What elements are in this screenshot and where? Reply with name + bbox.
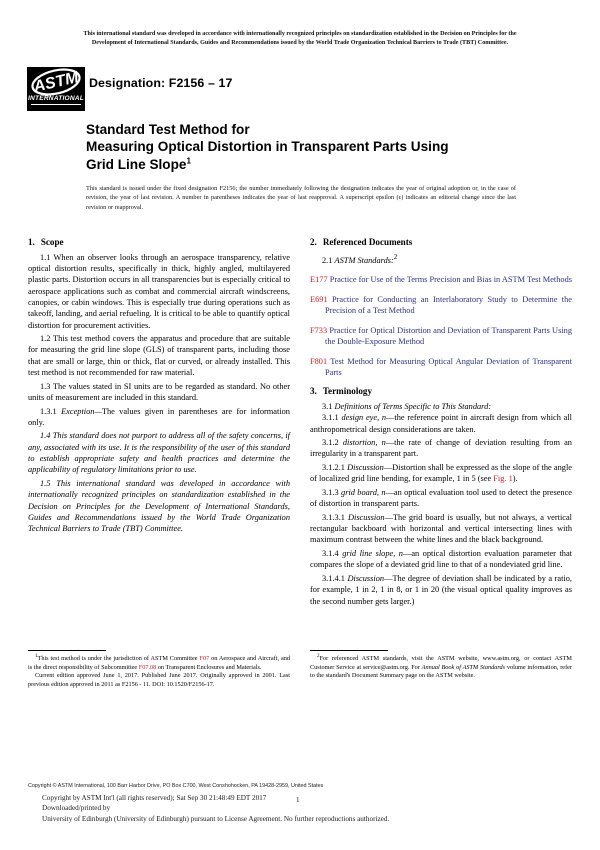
terminology-entry-3-1-3 [310,487,572,510]
license-line-2: Downloaded/printed by [42,804,111,813]
footnote-text-pre: This test method is under the jurisdiction of ASTM Committee [37,655,200,662]
subcommittee-link-f0708[interactable]: F07.08 [138,663,157,671]
subheading-text: ASTM Standards: [334,255,394,265]
paragraph-number: 1.3.1 [40,406,62,416]
paragraph-text: This international standard was developed in accordance with internationally recognized principles on standardization established in the Decision on Principles for the Development of International Standards, Guides and Recommendations issued by the World Trade Organization Technical Barriers to Trade (TBT) Committee. [28,478,290,534]
section-heading-terminology [310,385,572,397]
scope-paragraph-1-3-1 [28,406,290,429]
terminology-entry-3-1-4-1 [310,573,572,607]
designation-label: Designation: F2156 – 17 [89,76,233,90]
terminology-entry-3-1-2 [310,437,572,460]
standard-code[interactable]: E691 [310,294,333,304]
terminology-subheading [310,401,572,412]
footnote-italic-title: Annual Book of ASTM Standards [421,663,506,671]
license-block [42,793,562,824]
scope-paragraph-1-1 [28,252,290,331]
paragraph-number: 1.3 [40,381,53,391]
entry-number: 3.1.4 [322,548,343,558]
paragraph-text: The values stated in SI units are to be regarded as standard. No other units of measurement are included in this standard. [28,381,290,402]
entry-term: Discussion [347,573,385,583]
section-title: Scope [40,237,64,247]
page-title [86,121,526,173]
entry-definition: —Distortion shall be expressed as the slope of the angle of localized grid line bending, for example, 1 in 5 (see [310,463,572,484]
paragraph-text: When an observer looks through an aerospace transparency, relative optical distortion results, specifically in thick, highly angled, multilayered plastic parts. Distortion occurs in all transparencies but is especially critical to aerospace applications such as combat and commercial aircraft windscreens, canopies, or cabin windows. This is especially true during operations such as takeoff, landing, and aerial refueling. It is critical to be able to quantify optical distortion for procurement activities. [28,252,290,330]
entry-term: Discussion [347,512,385,522]
referenced-standard-f801[interactable] [310,356,572,379]
astm-logo [27,67,85,111]
footnote-marker: 1 [35,653,38,659]
footnote-left-para-2: Current edition approved June 1, 2017. Published June 2017. Originally approved in 2001. Last previous edition approved in 2011 as F2156 - 11. DOI: 10.1520/F2156-17. [28,672,290,688]
astm-logo-swoosh-icon [30,68,82,96]
footnote-text-pre: For referenced ASTM standards, visit the ASTM website, www.astm.org, or contact ASTM Customer Service at service@astm.org. For [310,655,572,671]
referenced-standard-e177[interactable] [310,274,572,285]
page-number: 1 [296,796,300,804]
title-line-2: Measuring Optical Distortion in Transparent Parts Using [86,139,449,155]
entry-definition: —The grid board is usually, but not always, a vertical rectangular backboard with horizontal and vertical intersecting lines with maximum contrast between the white lines and the black background. [310,512,572,545]
entry-term: Discussion [347,463,384,472]
entry-number: 3.1.3 [322,487,342,497]
footnote-rule [310,650,388,651]
standard-title[interactable]: Practice for Use of the Terms Precision and Bias in ASTM Test Methods [329,274,573,284]
referenced-standards-list [310,274,572,378]
footnote-text-mid: on Aerospace and Aircraft, and is the direct responsibility of Subcommittee [28,655,291,671]
section-number: 2. [310,237,317,247]
entry-definition-tail: ). [512,474,518,484]
section-spacer [310,378,572,385]
paragraph-text: This test method covers the apparatus and procedure that are suitable for measuring the grid line slope (GLS) of transparent parts, including those that are small or large, thin or thick, flat or curved, or already installed. This test method is not recommended for raw material. [28,334,290,378]
entry-number: 3.1.3.1 [322,512,348,522]
referenced-standard-f733[interactable] [310,325,572,348]
issue-statement: This standard is issued under the fixed designation F2156; the number immediately following the designation indicates the year of original adoption or, in the case of revision, the year of last revision. A number in parentheses indicates the year of last reapproval. A superscript epsilon (ε) indicates an editorial change since the last revision or reapproval. [86,185,516,211]
paragraph-number: 1.5 [40,478,57,488]
entry-definition: —an optical evaluation tool used to detect the presence of distortion in transparent parts. [310,487,572,509]
footnote-marker: 2 [317,653,320,659]
entry-term: grid board, n [341,487,386,497]
footnote-text-post: on Transparent Enclosures and Materials. [156,663,262,671]
footnote-right-para [310,655,572,681]
tbt-note-line-1: This international standard was developed in accordance with internationally recognized principles on standardization established in the Decision on Principles for the [83,31,517,37]
standard-title[interactable]: Practice for Optical Distortion and Deviation of Transparent Parts Using the Double-Exposure Method [325,325,572,347]
standard-code[interactable]: E177 [310,274,330,284]
paragraph-number: 1.2 [40,334,54,344]
section-number: 3. [310,386,317,397]
section-heading-referenced-documents [310,236,572,248]
svg-text:ASTM: ASTM [32,69,81,96]
scope-paragraph-1-5 [28,478,290,535]
title-line-1: Standard Test Method for [86,122,250,137]
astm-logo-subtext: INTERNATIONAL [28,95,84,102]
footnote-right [310,650,572,681]
terminology-entry-list [310,412,572,607]
astm-standards-subheading [310,252,572,266]
paragraph-number: 1.4 [40,431,53,441]
footnote-left [28,650,290,689]
subheading-footnote-marker: 2 [393,252,398,261]
scope-paragraph-1-3 [28,381,290,404]
terminology-entry-3-1-1 [310,412,572,435]
entry-definition: —the reference point in aircraft design from which all anthropometrical design considerations are taken. [310,413,573,434]
title-line-3-text: Grid Line Slope [86,156,187,172]
section-title: Terminology [322,386,373,397]
terminology-entry-3-1-3-1 [310,512,572,546]
right-column [310,236,572,607]
entry-definition: —an optical distortion evaluation parameter that compares the slope of a deviated grid line to that of a nondeviated grid line. [310,548,572,570]
license-line-3: University of Edinburgh (University of Edinburgh) pursuant to License Agreement. No further reproductions authorized. [42,814,390,823]
scope-paragraph-1-2 [28,333,290,378]
tbt-note-line-2: Development of International Standards, Guides and Recommendations issued by the World Trade Organization Technical Barriers to Trade (TBT) Committee. [91,40,509,47]
figure-link[interactable]: Fig. 1 [493,474,513,484]
standard-code[interactable]: F733 [310,325,330,335]
subheading-number: 3.1 [322,401,333,411]
scope-paragraph-list [28,252,290,535]
entry-number: 3.1.2 [322,438,343,448]
committee-link-f07[interactable]: F07 [199,655,210,662]
entry-definition: —The degree of deviation shall be indicated by a ratio, for example, 1 in 2, 1 in 8, or 1 in 20 (the visual optical quality improves as the second number gets larger.) [310,573,572,606]
footnote-text-post: volume information, refer to the standard's Document Summary page on the ASTM website. [310,663,573,680]
subheading-number: 2.1 [322,255,333,265]
subheading-text: Definitions of Terms Specific to This Standard: [334,401,492,411]
paragraph-lead-term: Exception— [61,406,102,416]
section-heading-scope [28,236,290,248]
paragraph-number: 1.1 [40,252,54,262]
entry-number: 3.1.1 [322,413,342,423]
logo-divider [31,104,81,105]
license-line-1: Copyright by ASTM Int'l (all rights reserved); Sat Sep 30 21:48:49 EDT 2017 [42,794,267,802]
title-footnote-marker: 1 [186,156,191,166]
paragraph-text: This standard does not purport to address all of the safety concerns, if any, associated with its use. It is the responsibility of the user of this standard to establish appropriate safety and health practices and determine the applicability of regulatory limitations prior to use. [28,431,291,475]
entry-number: 3.1.2.1 [322,463,348,472]
entry-term: distortion, n [342,438,386,448]
title-line-3 [86,156,526,173]
section-number: 1. [28,237,35,247]
standard-code[interactable]: F801 [310,356,331,366]
standard-title[interactable]: Practice for Conducting an Interlaboratory Study to Determine the Precision of a Test Method [325,294,572,315]
referenced-standard-e691[interactable] [310,294,572,317]
footnote-rule [28,650,106,651]
standard-title[interactable]: Test Method for Measuring Optical Angular Deviation of Transparent Parts [325,356,572,378]
left-column [28,236,290,535]
masthead [27,67,567,115]
terminology-entry-3-1-4 [310,548,572,571]
copyright-notice: Copyright © ASTM International, 100 Barr Harbor Drive, PO Box C700, West Conshohocken, PA 19428-2959, United States [28,783,324,789]
paragraph-text: The values given in parentheses are for information only. [28,406,290,427]
section-title: Referenced Documents [322,237,413,247]
entry-definition: —the rate of change of deviation resulting from an irregularity in a transparent part. [310,438,572,459]
footnote-left-para-1 [28,655,290,672]
terminology-entry-3-1-2-1 [310,462,572,485]
tbt-header-note [32,30,568,48]
scope-paragraph-1-4 [28,430,290,475]
entry-term: grid line slope, n [342,548,403,558]
entry-term: design eye, n [341,413,387,423]
entry-number: 3.1.4.1 [322,573,348,583]
